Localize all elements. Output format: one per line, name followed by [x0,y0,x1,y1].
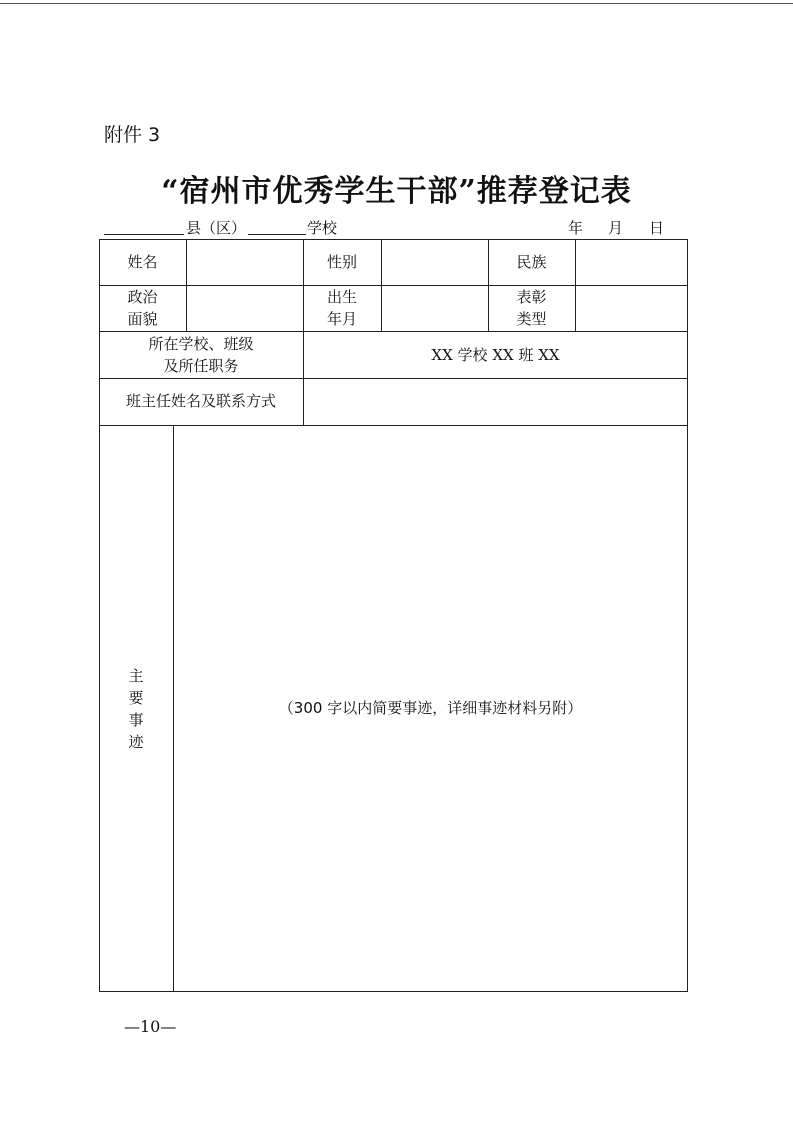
political-status-label [99,285,186,331]
head-teacher-contact-field[interactable] [304,379,687,425]
page-top-border [0,3,793,4]
birth-date-label [303,285,381,331]
month-label: 月 [608,219,624,237]
name-label: 姓名 [127,252,158,271]
political-status-field[interactable] [187,286,302,331]
registration-table [99,239,688,992]
county-blank[interactable] [104,217,184,235]
county-label: 县（区） [186,219,247,237]
birth-date-label-line1: 出生 [326,288,357,306]
school-class-position-value[interactable]: XX 学校 XX 班 XX [431,345,560,364]
award-type-label-line1: 表彰 [516,288,547,306]
award-type-label-line2: 类型 [516,310,547,328]
main-deeds-char: 要 [128,688,144,707]
school-class-position-label [99,331,303,378]
gender-field[interactable] [382,240,487,285]
form-title: “宿州市优秀学生干部”推荐登记表 [161,174,632,209]
school-class-position-label-line2: 及所任职务 [163,356,239,375]
day-label: 日 [649,219,665,237]
main-deeds-char: 迹 [128,732,144,751]
main-deeds-char: 事 [128,710,144,729]
page-number: —10— [124,1017,177,1036]
birth-date-field[interactable] [382,286,487,331]
main-deeds-hint: （300 字以内简要事迹，详细事迹材料另附） [278,699,583,717]
award-type-label [488,285,575,331]
head-teacher-contact-label: 班主任姓名及联系方式 [125,392,276,410]
attachment-label: 附件 3 [104,124,161,146]
political-status-label-line1: 政治 [127,288,158,306]
gender-label: 性别 [326,252,357,271]
ethnicity-field[interactable] [576,240,686,285]
table-rule [687,239,688,992]
year-label: 年 [568,219,584,237]
form-meta-row [100,217,690,239]
political-status-label-line2: 面貌 [127,310,158,328]
main-deeds-char: 主 [128,666,144,685]
birth-date-label-line2: 年月 [326,310,357,328]
main-deeds-field[interactable] [174,426,687,991]
school-label: 学校 [307,219,338,237]
ethnicity-label: 民族 [516,252,547,271]
school-blank[interactable] [248,217,306,235]
main-deeds-label [99,425,173,992]
school-class-position-label-line1: 所在学校、班级 [148,334,254,353]
name-field[interactable] [187,240,302,285]
award-type-field[interactable] [576,286,686,331]
table-rule [99,991,688,992]
